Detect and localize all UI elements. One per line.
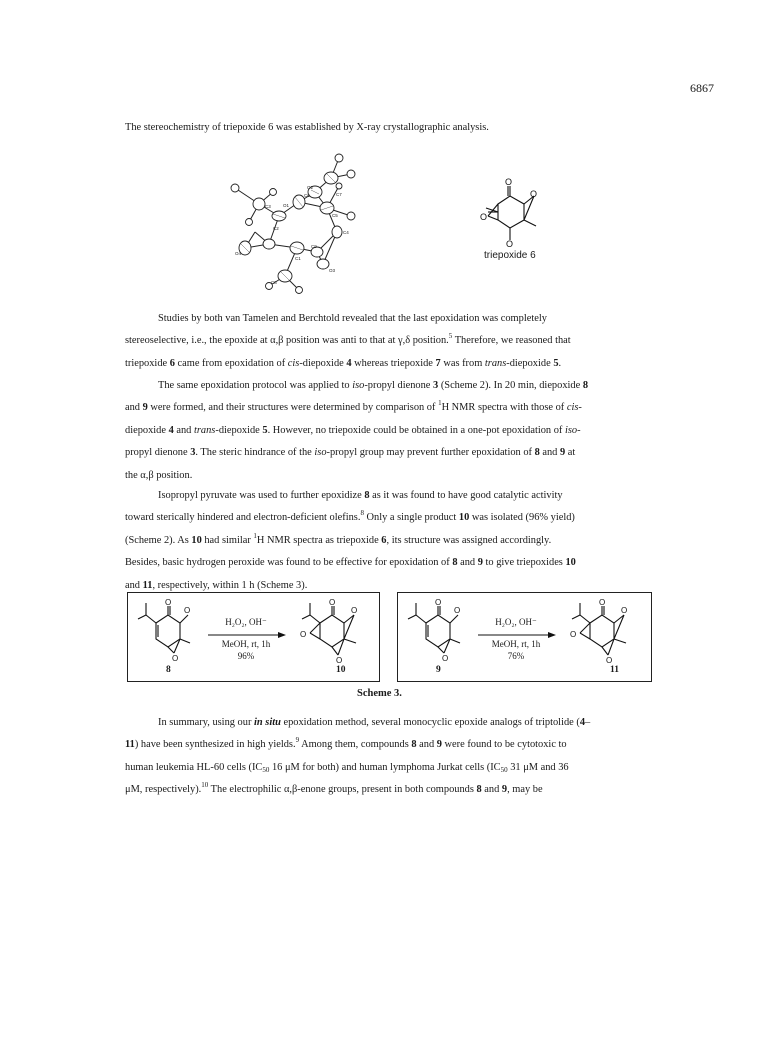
conditions-label: MeOH, rt, 1h: [491, 639, 541, 649]
conditions-label: MeOH, rt, 1h: [221, 639, 271, 649]
reaction-arrow: [208, 631, 286, 639]
paragraph: Isopropyl pyruvate was used to further epoxidize 8 as it was found to have good catalytic activity toward sterically hindered and electron-deficient olefins.$^8$ Only a single product 10 was isolated (96% yield) (Scheme 2). As 10 had similar $^1$H NMR spectra as triepoxide 6, its structure was assigned accordingly. Besides, basic hydrogen peroxide was found to be effective for epoxidation of 8 and 9 to give triepoxides 10 and 11, respectively, within 1 h (Scheme 3).: [125, 490, 576, 591]
svg-text:O: O: [165, 598, 172, 607]
scheme-3-left-panel: [127, 592, 380, 682]
svg-text:O: O: [506, 239, 514, 248]
yield-label: 76%: [507, 651, 525, 661]
paragraph: Studies by both van Tamelen and Berchtold revealed that the last epoxidation was completely stereoselective, i.e., the epoxide at α,β position was anti to that at γ,δ position.$^5$ Therefore, we reasoned that triepoxide 6 came from epoxidation of cis-diepoxide 4 whereas triepoxide 7 was from trans-diepoxide 5.: [125, 313, 571, 369]
page-number: 6867: [690, 81, 714, 95]
svg-text:O: O: [300, 630, 307, 639]
triepoxide-6-label: triepoxide 6: [484, 250, 536, 261]
atom-label: O3: [329, 268, 336, 273]
paragraph: In summary, using our in situ epoxidation method, several monocyclic epoxide analogs of triptolide (4– 11) have been synthesized in high yields.$^9$ Among them, compounds 8 and 9 were found to be cytotoxic to human leukemia HL-60 cells ($IC_{50}$ 16 μM for both) and human lymphoma Jurkat cells ($IC_{50}$ 31 μM and 36 μM, respectively).$^{10}$ The electrophilic α,β-enone groups, present in both compounds 8 and 9, may be: [125, 717, 591, 796]
atom-label: C5: [332, 213, 338, 218]
atom-label: C4: [343, 230, 349, 235]
svg-text:O: O: [530, 189, 538, 199]
atom-label: C2: [273, 226, 279, 231]
svg-text:O: O: [606, 656, 613, 663]
paragraph: The same epoxidation protocol was applied to iso-propyl dienone 3 (Scheme 2). In 20 min, diepoxide 8 and 9 were formed, and their structures were determined by comparison of $^1$H NMR spectra with those of cis- diepoxide 4 and trans-diepoxide 5. However, no triepoxide could be obtained in a one-pot epoxidation of iso- propyl dienone 3. The steric hindrance of the iso-propyl group may prevent further epoxidation of 8 and 9 at the α,β position.: [125, 380, 589, 481]
svg-text:O: O: [184, 606, 191, 615]
compound-11-structure: [566, 597, 636, 663]
xray-structure-figure: [215, 152, 375, 298]
svg-text:O: O: [442, 654, 449, 663]
atom-label: C3: [265, 204, 271, 209]
atom-label: C9: [311, 244, 317, 249]
atom-label: C6: [304, 193, 310, 198]
atom-label: O2: [307, 185, 314, 190]
triepoxide-6-structure: [478, 176, 548, 248]
atom-label: O4: [235, 251, 242, 256]
svg-text:O: O: [570, 630, 577, 639]
svg-text:O: O: [599, 598, 606, 607]
compound-9-structure: [404, 597, 464, 663]
atom-label: C7: [336, 192, 342, 197]
atom-label: C1: [295, 256, 301, 261]
compound-10-structure: [296, 597, 366, 663]
reagent-label: H₂O₂, OH⁻: [225, 617, 267, 627]
svg-text:O: O: [172, 654, 179, 663]
svg-text:O: O: [480, 212, 488, 222]
compound-number: 9: [436, 665, 441, 675]
compound-8-structure: [134, 597, 194, 663]
svg-text:O: O: [329, 598, 336, 607]
reaction-arrow: [478, 631, 556, 639]
atom-label: O1: [283, 203, 290, 208]
atom-label: C8: [271, 280, 277, 285]
reagent-label: H₂O₂, OH⁻: [495, 617, 537, 627]
svg-text:O: O: [336, 656, 343, 663]
svg-text:O: O: [351, 606, 358, 615]
compound-number: 11: [610, 665, 619, 675]
svg-text:O: O: [454, 606, 461, 615]
scheme-3-right-panel: [397, 592, 652, 682]
svg-text:O: O: [435, 598, 442, 607]
yield-label: 96%: [237, 651, 255, 661]
svg-text:O: O: [621, 606, 628, 615]
compound-number: 10: [336, 665, 346, 675]
scheme-3-caption: Scheme 3.: [357, 688, 402, 699]
compound-number: 8: [166, 665, 171, 675]
intro-sentence: The stereochemistry of triepoxide 6 was established by X-ray crystallographic analysis.: [125, 122, 489, 133]
svg-text:O: O: [505, 177, 513, 187]
